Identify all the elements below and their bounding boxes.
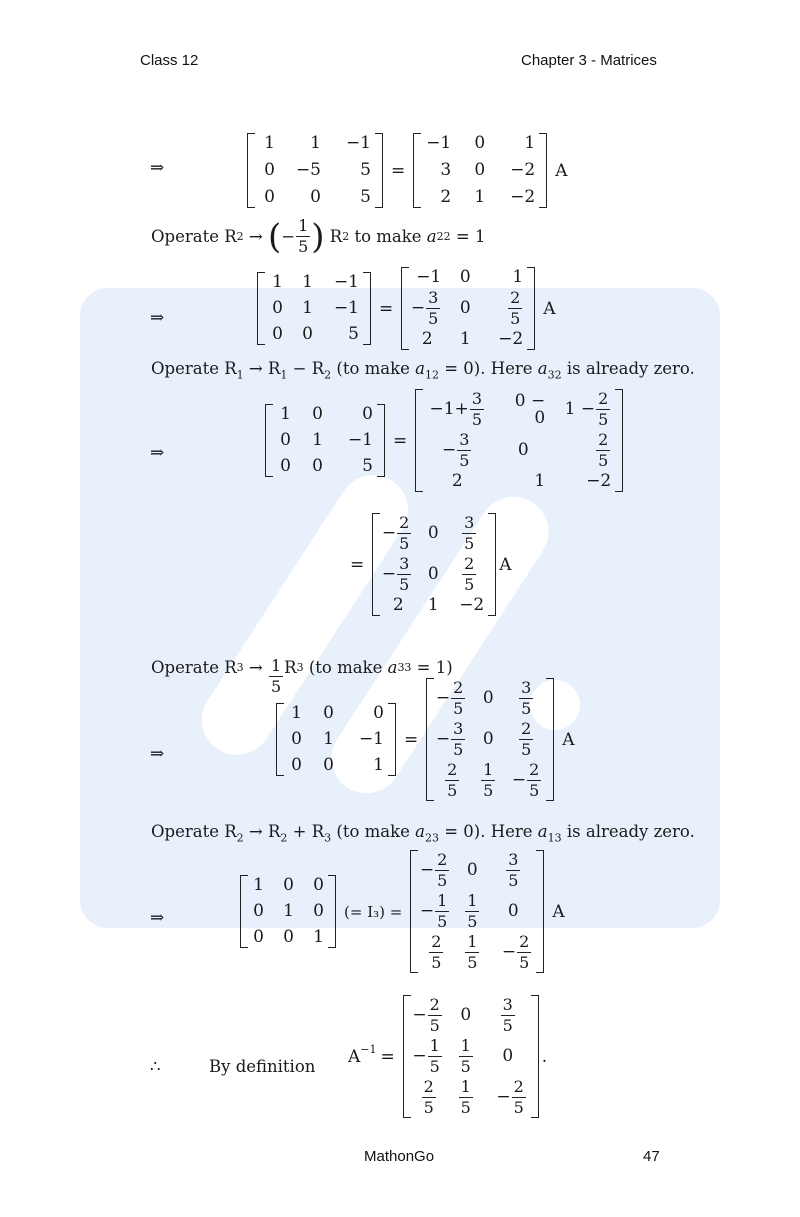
by-definition-label: By definition xyxy=(209,1057,316,1076)
implies-symbol: ⇒ xyxy=(150,443,165,463)
header-chapter: Chapter 3 - Matrices xyxy=(521,52,657,69)
equation-step3: 1 0 0 0 1 −1 0 0 5 = −1+ $\frac{3}{5}$ 0 − 0 1 − $\frac{2}{5}$ − $\frac{3}{5}$ 0 $\frac{2}{5}$ 2 1 −2 xyxy=(265,389,623,492)
operation-3: Operate R 3 → $\frac{1}{5}$ R 3 (to make a 33 = 1) xyxy=(151,656,453,696)
matrix-lhs-2: 1 1 −1 0 1 −1 0 0 5 xyxy=(257,272,371,345)
matrix-rhs-5: − $\frac{2}{5}$ 0 $\frac{3}{5}$ − $\frac{1}{5}$ $\frac{1}{5}$ 0 $\frac{2}{5}$ $\frac{1}{5}$ − $\frac{2}{5}$ xyxy=(410,850,544,973)
matrix-rhs-4: − $\frac{2}{5}$ 0 $\frac{3}{5}$ − $\frac{3}{5}$ 0 $\frac{2}{5}$ $\frac{2}{5}$ $\frac{1}{5}$ − $\frac{2}{5}$ xyxy=(426,678,554,801)
implies-symbol: ⇒ xyxy=(150,308,165,328)
implies-symbol: ⇒ xyxy=(150,158,165,178)
matrix-lhs-4: 1 0 0 0 1 −1 0 0 1 xyxy=(276,703,396,776)
matrix-rhs-3: −1+ $\frac{3}{5}$ 0 − 0 1 − $\frac{2}{5}$ − $\frac{3}{5}$ 0 $\frac{2}{5}$ 2 1 −2 xyxy=(415,389,623,492)
equation-step3b: = − $\frac{2}{5}$ 0 $\frac{3}{5}$ − $\frac{3}{5}$ 0 $\frac{2}{5}$ 2 1 −2 A xyxy=(350,513,512,615)
operation-4: Operate $R_2 \to R_2 + R_3$ (to make $a_{23} = 0$). Here $a_{13}$ is already zero. xyxy=(151,822,695,845)
equation-step4: 1 0 0 0 1 −1 0 0 1 = − $\frac{2}{5}$ 0 $\frac{3}{5}$ − $\frac{3}{5}$ 0 $\frac{2}{5}$ $\frac{2}{5}$ $\frac{1}{5}$ − $\frac{2}{5}$ A xyxy=(276,678,583,801)
matrix-lhs-3: 1 0 0 0 1 −1 0 0 5 xyxy=(265,404,385,477)
implies-symbol: ⇒ xyxy=(150,908,165,928)
operation-1: Operate R 2 → ( − $\frac{1}{5}$ ) R 2 to make a 22 = 1 xyxy=(151,216,486,257)
matrix-rhs-2: −1 0 1 − $\frac{3}{5}$ 0 $\frac{2}{5}$ 2 1 −2 xyxy=(401,267,535,350)
equation-step1: 1 1 −1 0 −5 5 0 0 5 = −1 0 1 3 0 −2 2 1 −2 A xyxy=(247,133,576,208)
matrix-rhs-3b: − $\frac{2}{5}$ 0 $\frac{3}{5}$ − $\frac{3}{5}$ 0 $\frac{2}{5}$ 2 1 −2 xyxy=(372,513,496,616)
equation-step5: 1 0 0 0 1 0 0 0 1 (= I₃) = − $\frac{2}{5}$ 0 $\frac{3}{5}$ − $\frac{1}{5}$ $\frac{1}{5}$ 0 $\frac{2}{5}$ $\frac{1}{5}$ − $\frac{2}{5}$ A xyxy=(240,850,573,973)
header-class: Class 12 xyxy=(140,52,199,69)
matrix-lhs-5-identity: 1 0 0 0 1 0 0 0 1 xyxy=(240,875,336,948)
therefore-symbol: ∴ xyxy=(150,1057,161,1076)
footer-brand: MathonGo xyxy=(364,1148,435,1165)
matrix-lhs-1: 1 1 −1 0 −5 5 0 0 5 xyxy=(247,133,383,208)
identity-label: (= I₃) = xyxy=(344,902,403,921)
operation-2: Operate $R_1 \to R_1 - R_2$ (to make $a_{12} = 0$). Here $a_{32}$ is already zero. xyxy=(151,359,695,382)
page-number: 47 xyxy=(643,1148,660,1165)
implies-symbol: ⇒ xyxy=(150,744,165,764)
equation-conclusion: A $^{-1}$ = − $\frac{2}{5}$ 0 $\frac{3}{5}$ − $\frac{1}{5}$ $\frac{1}{5}$ 0 $\frac{2}{5}$ $\frac{1}{5}$ − $\frac{2}{5}$ . xyxy=(348,995,548,1117)
equation-step2: 1 1 −1 0 1 −1 0 0 5 = −1 0 1 − $\frac{3}{5}$ 0 $\frac{2}{5}$ 2 1 −2 A xyxy=(257,267,564,350)
matrix-inverse: − $\frac{2}{5}$ 0 $\frac{3}{5}$ − $\frac{1}{5}$ $\frac{1}{5}$ 0 $\frac{2}{5}$ $\frac{1}{5}$ − $\frac{2}{5}$ xyxy=(403,995,539,1118)
matrix-rhs-1: −1 0 1 3 0 −2 2 1 −2 xyxy=(413,133,547,208)
